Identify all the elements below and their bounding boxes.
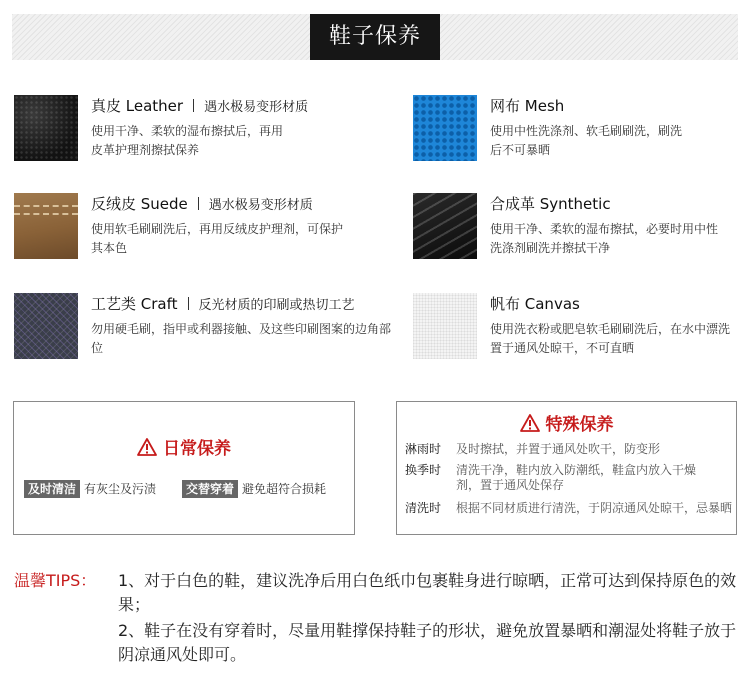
material-desc: 使用干净、柔软的湿布擦拭后，再用皮革护理剂擦拭保养: [91, 124, 284, 157]
suede-texture-image: [14, 193, 78, 259]
daily-item-text: 有灰尘及污渍: [84, 482, 157, 496]
material-suede: [14, 193, 359, 265]
special-row: [405, 442, 735, 460]
special-care-box: [396, 401, 737, 535]
material-name: 真皮 Leather: [91, 97, 184, 115]
daily-item-text: 避免超符合损耗: [242, 482, 327, 496]
leather-texture-image: [14, 95, 78, 161]
warning-triangle-icon: [520, 414, 540, 432]
material-craft: [14, 293, 392, 365]
material-note: 反光材质的印刷或热切工艺: [198, 298, 355, 313]
material-leather: [14, 95, 359, 167]
material-desc: 勿用硬毛刷，指甲或利器接触、及这些印刷图案的边角部位: [91, 322, 392, 355]
material-note: 遇水极易变形材质: [204, 100, 309, 115]
special-row: [405, 501, 735, 535]
daily-care-items: [24, 480, 326, 498]
special-row-key: 淋雨时: [405, 442, 442, 456]
tip-line: 2、鞋子在没有穿着时，尽量用鞋撑保持鞋子的形状，避免放置暴晒和潮湿处将鞋子放于阴凉通风处即可。: [118, 621, 737, 664]
special-row-value: 及时擦拭，并置于通风处吹干，防变形: [456, 442, 661, 456]
material-name: 帆布 Canvas: [490, 295, 580, 313]
special-row-key: 清洗时: [405, 501, 442, 515]
material-name: 工艺类 Craft: [91, 295, 178, 313]
canvas-texture-image: [413, 293, 477, 359]
material-desc: 使用软毛刷刷洗后，再用反绒皮护理剂，可保护其本色: [91, 222, 344, 255]
special-care-title: 特殊保养: [545, 415, 614, 435]
material-desc: 使用干净、柔软的湿布擦拭，必要时用中性洗涤剂刷洗并擦拭干净: [490, 222, 719, 255]
daily-care-box: [13, 401, 355, 535]
material-desc: 使用中性洗涤剂、软毛刷刷洗，刷洗后不可暴晒: [490, 124, 683, 157]
warning-triangle-icon: [137, 438, 157, 456]
material-mesh: [413, 95, 750, 167]
material-note: 遇水极易变形材质: [208, 198, 313, 213]
special-row-key: 换季时: [405, 463, 442, 477]
daily-care-title: 日常保养: [163, 439, 231, 459]
material-name: 网布 Mesh: [490, 97, 565, 115]
special-row-value: 清洗干净，鞋内放入防潮纸，鞋盒内放入干燥剂，置于通风处保存: [456, 463, 697, 492]
tips-label: 温馨TIPS：: [14, 571, 97, 590]
tag-alternate: 交替穿着: [182, 480, 238, 498]
material-name: 合成革 Synthetic: [490, 195, 611, 213]
mesh-texture-image: [413, 95, 477, 161]
material-canvas: [413, 293, 750, 365]
synthetic-texture-image: [413, 193, 477, 259]
material-synthetic: [413, 193, 750, 265]
material-desc: 使用洗衣粉或肥皂软毛刷刷洗后，在水中漂洗置于通风处晾干，不可直晒: [490, 322, 731, 355]
material-name: 反绒皮 Suede: [91, 195, 188, 213]
special-row-value: 根据不同材质进行清洗，于阴凉通风处晾干，忌暴晒: [456, 501, 733, 515]
special-row: [405, 463, 735, 497]
craft-texture-image: [14, 293, 78, 359]
tip-line: 1、对于白色的鞋，建议洗净后用白色纸巾包裹鞋身进行晾晒，正常可达到保持原色的效果；: [118, 571, 737, 614]
tag-clean: 及时清洁: [24, 480, 80, 498]
page-title: 鞋子保养: [310, 14, 440, 60]
